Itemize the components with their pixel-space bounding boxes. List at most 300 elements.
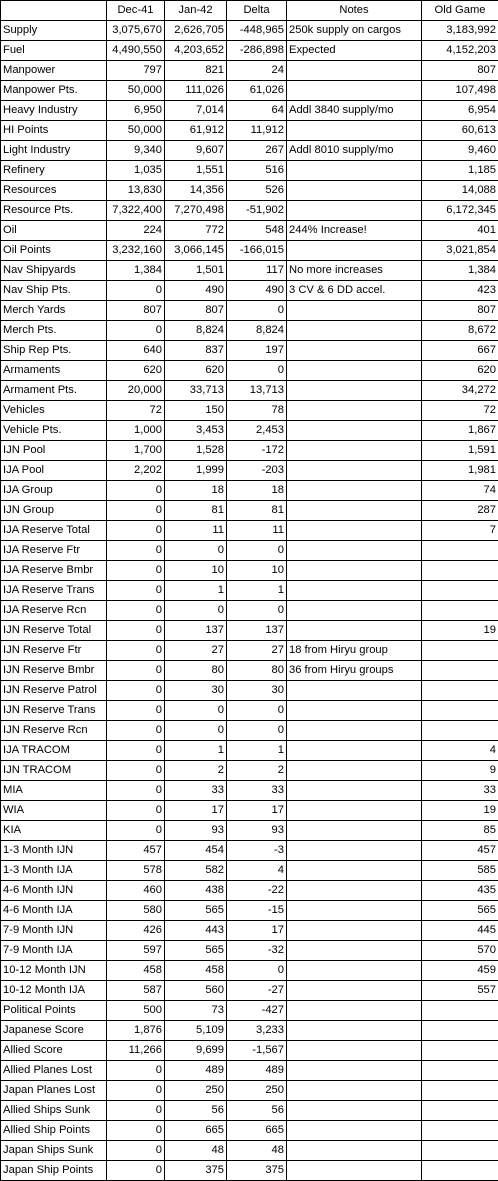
notes-cell[interactable] [287, 241, 422, 261]
delta-cell[interactable]: 61,026 [227, 81, 287, 101]
delta-cell[interactable]: -3 [227, 841, 287, 861]
old-game-cell[interactable] [422, 1101, 498, 1121]
row-label-cell[interactable]: Allied Ships Sunk [1, 1101, 107, 1121]
notes-cell[interactable] [287, 181, 422, 201]
jan42-cell[interactable]: 33 [165, 781, 227, 801]
delta-cell[interactable]: 250 [227, 1081, 287, 1101]
dec41-cell[interactable]: 0 [107, 1101, 165, 1121]
row-label-cell[interactable]: IJN Reserve Bmbr [1, 661, 107, 681]
dec41-cell[interactable]: 9,340 [107, 141, 165, 161]
delta-cell[interactable]: 17 [227, 921, 287, 941]
jan42-cell[interactable]: 807 [165, 301, 227, 321]
old-game-cell[interactable]: 4,152,203 [422, 41, 498, 61]
delta-cell[interactable]: 0 [227, 301, 287, 321]
notes-cell[interactable]: 250k supply on cargos [287, 21, 422, 41]
jan42-cell[interactable]: 2,626,705 [165, 21, 227, 41]
old-game-cell[interactable]: 565 [422, 901, 498, 921]
old-game-cell[interactable]: 1,981 [422, 461, 498, 481]
delta-cell[interactable]: 2 [227, 761, 287, 781]
old-game-cell[interactable]: 423 [422, 281, 498, 301]
jan42-cell[interactable]: 61,912 [165, 121, 227, 141]
delta-cell[interactable]: 24 [227, 61, 287, 81]
old-game-cell[interactable]: 6,954 [422, 101, 498, 121]
dec41-cell[interactable]: 0 [107, 581, 165, 601]
delta-cell[interactable]: 78 [227, 401, 287, 421]
jan42-cell[interactable]: 560 [165, 981, 227, 1001]
row-label-cell[interactable]: Japan Planes Lost [1, 1081, 107, 1101]
notes-cell[interactable]: Expected [287, 41, 422, 61]
notes-cell[interactable] [287, 981, 422, 1001]
row-label-cell[interactable]: 1-3 Month IJA [1, 861, 107, 881]
row-label-cell[interactable]: Refinery [1, 161, 107, 181]
dec41-cell[interactable]: 580 [107, 901, 165, 921]
delta-cell[interactable]: 375 [227, 1161, 287, 1181]
notes-cell[interactable] [287, 161, 422, 181]
jan42-cell[interactable]: 438 [165, 881, 227, 901]
jan42-cell[interactable]: 4,203,652 [165, 41, 227, 61]
old-game-cell[interactable] [422, 721, 498, 741]
row-label-cell[interactable]: IJN Reserve Patrol [1, 681, 107, 701]
dec41-cell[interactable]: 1,384 [107, 261, 165, 281]
old-game-cell[interactable]: 1,867 [422, 421, 498, 441]
delta-cell[interactable]: 0 [227, 701, 287, 721]
jan42-cell[interactable]: 1,528 [165, 441, 227, 461]
delta-cell[interactable]: -286,898 [227, 41, 287, 61]
delta-cell[interactable]: 11 [227, 521, 287, 541]
old-game-cell[interactable]: 585 [422, 861, 498, 881]
row-label-cell[interactable]: Light Industry [1, 141, 107, 161]
delta-cell[interactable]: 548 [227, 221, 287, 241]
row-label-cell[interactable]: Japan Ship Points [1, 1161, 107, 1181]
row-label-cell[interactable]: 4-6 Month IJN [1, 881, 107, 901]
jan42-cell[interactable]: 11 [165, 521, 227, 541]
header-notes[interactable]: Notes [287, 1, 422, 21]
dec41-cell[interactable]: 1,876 [107, 1021, 165, 1041]
jan42-cell[interactable]: 33,713 [165, 381, 227, 401]
row-label-cell[interactable]: 10-12 Month IJA [1, 981, 107, 1001]
old-game-cell[interactable]: 8,672 [422, 321, 498, 341]
row-label-cell[interactable]: Japan Ships Sunk [1, 1141, 107, 1161]
row-label-cell[interactable]: IJN Group [1, 501, 107, 521]
delta-cell[interactable]: 17 [227, 801, 287, 821]
jan42-cell[interactable]: 9,699 [165, 1041, 227, 1061]
old-game-cell[interactable]: 620 [422, 361, 498, 381]
row-label-cell[interactable]: Fuel [1, 41, 107, 61]
old-game-cell[interactable]: 457 [422, 841, 498, 861]
dec41-cell[interactable]: 6,950 [107, 101, 165, 121]
dec41-cell[interactable]: 0 [107, 641, 165, 661]
old-game-cell[interactable] [422, 1001, 498, 1021]
old-game-cell[interactable]: 287 [422, 501, 498, 521]
row-label-cell[interactable]: IJA TRACOM [1, 741, 107, 761]
dec41-cell[interactable]: 13,830 [107, 181, 165, 201]
notes-cell[interactable] [287, 81, 422, 101]
delta-cell[interactable]: -166,015 [227, 241, 287, 261]
jan42-cell[interactable]: 150 [165, 401, 227, 421]
row-label-cell[interactable]: Manpower Pts. [1, 81, 107, 101]
delta-cell[interactable]: -22 [227, 881, 287, 901]
notes-cell[interactable] [287, 1041, 422, 1061]
notes-cell[interactable] [287, 721, 422, 741]
jan42-cell[interactable]: 1,551 [165, 161, 227, 181]
delta-cell[interactable]: 117 [227, 261, 287, 281]
old-game-cell[interactable] [422, 541, 498, 561]
dec41-cell[interactable]: 457 [107, 841, 165, 861]
jan42-cell[interactable]: 821 [165, 61, 227, 81]
dec41-cell[interactable]: 0 [107, 281, 165, 301]
notes-cell[interactable] [287, 901, 422, 921]
dec41-cell[interactable]: 0 [107, 1161, 165, 1181]
row-label-cell[interactable]: Vehicles [1, 401, 107, 421]
delta-cell[interactable]: 2,453 [227, 421, 287, 441]
old-game-cell[interactable]: 807 [422, 61, 498, 81]
dec41-cell[interactable]: 1,035 [107, 161, 165, 181]
header-old-game[interactable]: Old Game [422, 1, 498, 21]
dec41-cell[interactable]: 0 [107, 1081, 165, 1101]
notes-cell[interactable] [287, 741, 422, 761]
row-label-cell[interactable]: Nav Shipyards [1, 261, 107, 281]
jan42-cell[interactable]: 17 [165, 801, 227, 821]
dec41-cell[interactable]: 3,232,160 [107, 241, 165, 261]
old-game-cell[interactable]: 4 [422, 741, 498, 761]
row-label-cell[interactable]: Allied Planes Lost [1, 1061, 107, 1081]
dec41-cell[interactable]: 11,266 [107, 1041, 165, 1061]
jan42-cell[interactable]: 0 [165, 541, 227, 561]
jan42-cell[interactable]: 620 [165, 361, 227, 381]
notes-cell[interactable] [287, 1121, 422, 1141]
jan42-cell[interactable]: 665 [165, 1121, 227, 1141]
row-label-cell[interactable]: IJN Reserve Total [1, 621, 107, 641]
dec41-cell[interactable]: 0 [107, 481, 165, 501]
old-game-cell[interactable] [422, 1021, 498, 1041]
row-label-cell[interactable]: Merch Pts. [1, 321, 107, 341]
dec41-cell[interactable]: 0 [107, 741, 165, 761]
notes-cell[interactable] [287, 481, 422, 501]
jan42-cell[interactable]: 5,109 [165, 1021, 227, 1041]
dec41-cell[interactable]: 20,000 [107, 381, 165, 401]
notes-cell[interactable] [287, 701, 422, 721]
delta-cell[interactable]: 0 [227, 601, 287, 621]
jan42-cell[interactable]: 14,356 [165, 181, 227, 201]
row-label-cell[interactable]: 7-9 Month IJN [1, 921, 107, 941]
dec41-cell[interactable]: 587 [107, 981, 165, 1001]
delta-cell[interactable]: 665 [227, 1121, 287, 1141]
old-game-cell[interactable] [422, 661, 498, 681]
jan42-cell[interactable]: 582 [165, 861, 227, 881]
old-game-cell[interactable]: 435 [422, 881, 498, 901]
delta-cell[interactable]: 80 [227, 661, 287, 681]
row-label-cell[interactable]: IJA Reserve Rcn [1, 601, 107, 621]
delta-cell[interactable]: 13,713 [227, 381, 287, 401]
old-game-cell[interactable]: 85 [422, 821, 498, 841]
delta-cell[interactable]: -15 [227, 901, 287, 921]
old-game-cell[interactable]: 9 [422, 761, 498, 781]
dec41-cell[interactable]: 1,000 [107, 421, 165, 441]
delta-cell[interactable]: 11,912 [227, 121, 287, 141]
jan42-cell[interactable]: 81 [165, 501, 227, 521]
old-game-cell[interactable] [422, 1081, 498, 1101]
dec41-cell[interactable]: 426 [107, 921, 165, 941]
jan42-cell[interactable]: 0 [165, 601, 227, 621]
old-game-cell[interactable]: 9,460 [422, 141, 498, 161]
row-label-cell[interactable]: IJA Reserve Total [1, 521, 107, 541]
old-game-cell[interactable] [422, 701, 498, 721]
jan42-cell[interactable]: 3,066,145 [165, 241, 227, 261]
jan42-cell[interactable]: 565 [165, 901, 227, 921]
header-dec41[interactable]: Dec-41 [107, 1, 165, 21]
jan42-cell[interactable]: 443 [165, 921, 227, 941]
jan42-cell[interactable]: 7,270,498 [165, 201, 227, 221]
delta-cell[interactable]: -27 [227, 981, 287, 1001]
old-game-cell[interactable]: 3,183,992 [422, 21, 498, 41]
old-game-cell[interactable]: 401 [422, 221, 498, 241]
row-label-cell[interactable]: IJN Pool [1, 441, 107, 461]
dec41-cell[interactable]: 1,700 [107, 441, 165, 461]
notes-cell[interactable]: Addl 3840 supply/mo [287, 101, 422, 121]
row-label-cell[interactable]: Allied Score [1, 1041, 107, 1061]
dec41-cell[interactable]: 0 [107, 601, 165, 621]
dec41-cell[interactable]: 0 [107, 821, 165, 841]
row-label-cell[interactable]: IJA Reserve Bmbr [1, 561, 107, 581]
delta-cell[interactable]: 516 [227, 161, 287, 181]
dec41-cell[interactable]: 807 [107, 301, 165, 321]
jan42-cell[interactable]: 93 [165, 821, 227, 841]
old-game-cell[interactable]: 107,498 [422, 81, 498, 101]
notes-cell[interactable] [287, 461, 422, 481]
dec41-cell[interactable]: 72 [107, 401, 165, 421]
jan42-cell[interactable]: 454 [165, 841, 227, 861]
notes-cell[interactable] [287, 521, 422, 541]
dec41-cell[interactable]: 640 [107, 341, 165, 361]
dec41-cell[interactable]: 50,000 [107, 81, 165, 101]
delta-cell[interactable]: 267 [227, 141, 287, 161]
old-game-cell[interactable]: 557 [422, 981, 498, 1001]
row-label-cell[interactable]: 10-12 Month IJN [1, 961, 107, 981]
row-label-cell[interactable]: Oil Points [1, 241, 107, 261]
delta-cell[interactable]: 56 [227, 1101, 287, 1121]
notes-cell[interactable] [287, 341, 422, 361]
dec41-cell[interactable]: 0 [107, 1121, 165, 1141]
notes-cell[interactable] [287, 541, 422, 561]
delta-cell[interactable]: 3,233 [227, 1021, 287, 1041]
delta-cell[interactable]: 18 [227, 481, 287, 501]
notes-cell[interactable] [287, 961, 422, 981]
row-label-cell[interactable]: IJA Reserve Trans [1, 581, 107, 601]
dec41-cell[interactable]: 7,322,400 [107, 201, 165, 221]
jan42-cell[interactable]: 458 [165, 961, 227, 981]
notes-cell[interactable] [287, 621, 422, 641]
row-label-cell[interactable]: 4-6 Month IJA [1, 901, 107, 921]
row-label-cell[interactable]: IJN Reserve Trans [1, 701, 107, 721]
row-label-cell[interactable]: 7-9 Month IJA [1, 941, 107, 961]
notes-cell[interactable] [287, 601, 422, 621]
notes-cell[interactable]: 3 CV & 6 DD accel. [287, 281, 422, 301]
delta-cell[interactable]: -172 [227, 441, 287, 461]
dec41-cell[interactable]: 2,202 [107, 461, 165, 481]
row-label-cell[interactable]: Ship Rep Pts. [1, 341, 107, 361]
old-game-cell[interactable] [422, 581, 498, 601]
dec41-cell[interactable]: 3,075,670 [107, 21, 165, 41]
row-label-cell[interactable]: Vehicle Pts. [1, 421, 107, 441]
row-label-cell[interactable]: WIA [1, 801, 107, 821]
delta-cell[interactable]: 4 [227, 861, 287, 881]
jan42-cell[interactable]: 1,501 [165, 261, 227, 281]
old-game-cell[interactable]: 807 [422, 301, 498, 321]
old-game-cell[interactable] [422, 1121, 498, 1141]
row-label-cell[interactable]: Heavy Industry [1, 101, 107, 121]
notes-cell[interactable] [287, 61, 422, 81]
delta-cell[interactable]: 1 [227, 741, 287, 761]
row-label-cell[interactable]: IJN Reserve Rcn [1, 721, 107, 741]
old-game-cell[interactable]: 74 [422, 481, 498, 501]
dec41-cell[interactable]: 0 [107, 661, 165, 681]
jan42-cell[interactable]: 8,824 [165, 321, 227, 341]
row-label-cell[interactable]: Nav Ship Pts. [1, 281, 107, 301]
delta-cell[interactable]: 490 [227, 281, 287, 301]
dec41-cell[interactable]: 4,490,550 [107, 41, 165, 61]
delta-cell[interactable]: 8,824 [227, 321, 287, 341]
row-label-cell[interactable]: IJN TRACOM [1, 761, 107, 781]
notes-cell[interactable] [287, 681, 422, 701]
notes-cell[interactable] [287, 561, 422, 581]
row-label-cell[interactable]: Armaments [1, 361, 107, 381]
delta-cell[interactable]: 64 [227, 101, 287, 121]
notes-cell[interactable]: No more increases [287, 261, 422, 281]
row-label-cell[interactable]: Merch Yards [1, 301, 107, 321]
jan42-cell[interactable]: 837 [165, 341, 227, 361]
jan42-cell[interactable]: 772 [165, 221, 227, 241]
delta-cell[interactable]: 27 [227, 641, 287, 661]
delta-cell[interactable]: 48 [227, 1141, 287, 1161]
row-label-cell[interactable]: HI Points [1, 121, 107, 141]
jan42-cell[interactable]: 1 [165, 581, 227, 601]
notes-cell[interactable] [287, 121, 422, 141]
row-label-cell[interactable]: Japanese Score [1, 1021, 107, 1041]
old-game-cell[interactable] [422, 561, 498, 581]
old-game-cell[interactable]: 19 [422, 801, 498, 821]
delta-cell[interactable]: 489 [227, 1061, 287, 1081]
dec41-cell[interactable]: 458 [107, 961, 165, 981]
dec41-cell[interactable]: 460 [107, 881, 165, 901]
notes-cell[interactable] [287, 421, 422, 441]
old-game-cell[interactable]: 33 [422, 781, 498, 801]
jan42-cell[interactable]: 48 [165, 1141, 227, 1161]
jan42-cell[interactable]: 73 [165, 1001, 227, 1021]
delta-cell[interactable]: -51,902 [227, 201, 287, 221]
old-game-cell[interactable] [422, 1061, 498, 1081]
delta-cell[interactable]: -448,965 [227, 21, 287, 41]
notes-cell[interactable] [287, 1061, 422, 1081]
jan42-cell[interactable]: 80 [165, 661, 227, 681]
delta-cell[interactable]: 0 [227, 961, 287, 981]
jan42-cell[interactable]: 250 [165, 1081, 227, 1101]
dec41-cell[interactable]: 0 [107, 1061, 165, 1081]
notes-cell[interactable] [287, 781, 422, 801]
dec41-cell[interactable]: 597 [107, 941, 165, 961]
notes-cell[interactable]: 18 from Hiryu group [287, 641, 422, 661]
dec41-cell[interactable]: 0 [107, 321, 165, 341]
dec41-cell[interactable]: 0 [107, 681, 165, 701]
old-game-cell[interactable]: 14,088 [422, 181, 498, 201]
notes-cell[interactable] [287, 841, 422, 861]
delta-cell[interactable]: -427 [227, 1001, 287, 1021]
notes-cell[interactable] [287, 361, 422, 381]
row-label-cell[interactable]: IJN Reserve Ftr [1, 641, 107, 661]
jan42-cell[interactable]: 565 [165, 941, 227, 961]
dec41-cell[interactable]: 0 [107, 801, 165, 821]
dec41-cell[interactable]: 0 [107, 621, 165, 641]
row-label-cell[interactable]: Manpower [1, 61, 107, 81]
dec41-cell[interactable]: 578 [107, 861, 165, 881]
row-label-cell[interactable]: Resources [1, 181, 107, 201]
row-label-cell[interactable]: IJA Group [1, 481, 107, 501]
notes-cell[interactable] [287, 1141, 422, 1161]
notes-cell[interactable]: 36 from Hiryu groups [287, 661, 422, 681]
old-game-cell[interactable]: 34,272 [422, 381, 498, 401]
row-label-cell[interactable]: Political Points [1, 1001, 107, 1021]
jan42-cell[interactable]: 7,014 [165, 101, 227, 121]
delta-cell[interactable]: -32 [227, 941, 287, 961]
delta-cell[interactable]: 0 [227, 721, 287, 741]
jan42-cell[interactable]: 111,026 [165, 81, 227, 101]
dec41-cell[interactable]: 0 [107, 561, 165, 581]
jan42-cell[interactable]: 0 [165, 701, 227, 721]
old-game-cell[interactable]: 459 [422, 961, 498, 981]
jan42-cell[interactable]: 137 [165, 621, 227, 641]
notes-cell[interactable] [287, 921, 422, 941]
row-label-cell[interactable]: Oil [1, 221, 107, 241]
jan42-cell[interactable]: 3,453 [165, 421, 227, 441]
notes-cell[interactable] [287, 401, 422, 421]
jan42-cell[interactable]: 1 [165, 741, 227, 761]
notes-cell[interactable] [287, 301, 422, 321]
delta-cell[interactable]: 81 [227, 501, 287, 521]
jan42-cell[interactable]: 2 [165, 761, 227, 781]
dec41-cell[interactable]: 0 [107, 701, 165, 721]
delta-cell[interactable]: 33 [227, 781, 287, 801]
dec41-cell[interactable]: 0 [107, 521, 165, 541]
old-game-cell[interactable] [422, 1141, 498, 1161]
jan42-cell[interactable]: 9,607 [165, 141, 227, 161]
delta-cell[interactable]: -203 [227, 461, 287, 481]
notes-cell[interactable] [287, 381, 422, 401]
jan42-cell[interactable]: 56 [165, 1101, 227, 1121]
jan42-cell[interactable]: 10 [165, 561, 227, 581]
header-label-column[interactable] [1, 1, 107, 21]
delta-cell[interactable]: 1 [227, 581, 287, 601]
dec41-cell[interactable]: 0 [107, 781, 165, 801]
notes-cell[interactable] [287, 761, 422, 781]
delta-cell[interactable]: 93 [227, 821, 287, 841]
notes-cell[interactable] [287, 581, 422, 601]
notes-cell[interactable] [287, 441, 422, 461]
jan42-cell[interactable]: 30 [165, 681, 227, 701]
dec41-cell[interactable]: 620 [107, 361, 165, 381]
old-game-cell[interactable] [422, 1041, 498, 1061]
row-label-cell[interactable]: Resource Pts. [1, 201, 107, 221]
notes-cell[interactable] [287, 1081, 422, 1101]
old-game-cell[interactable] [422, 601, 498, 621]
dec41-cell[interactable]: 500 [107, 1001, 165, 1021]
notes-cell[interactable] [287, 1001, 422, 1021]
delta-cell[interactable]: 197 [227, 341, 287, 361]
row-label-cell[interactable]: KIA [1, 821, 107, 841]
dec41-cell[interactable]: 797 [107, 61, 165, 81]
row-label-cell[interactable]: IJA Reserve Ftr [1, 541, 107, 561]
jan42-cell[interactable]: 1,999 [165, 461, 227, 481]
old-game-cell[interactable] [422, 681, 498, 701]
delta-cell[interactable]: 30 [227, 681, 287, 701]
